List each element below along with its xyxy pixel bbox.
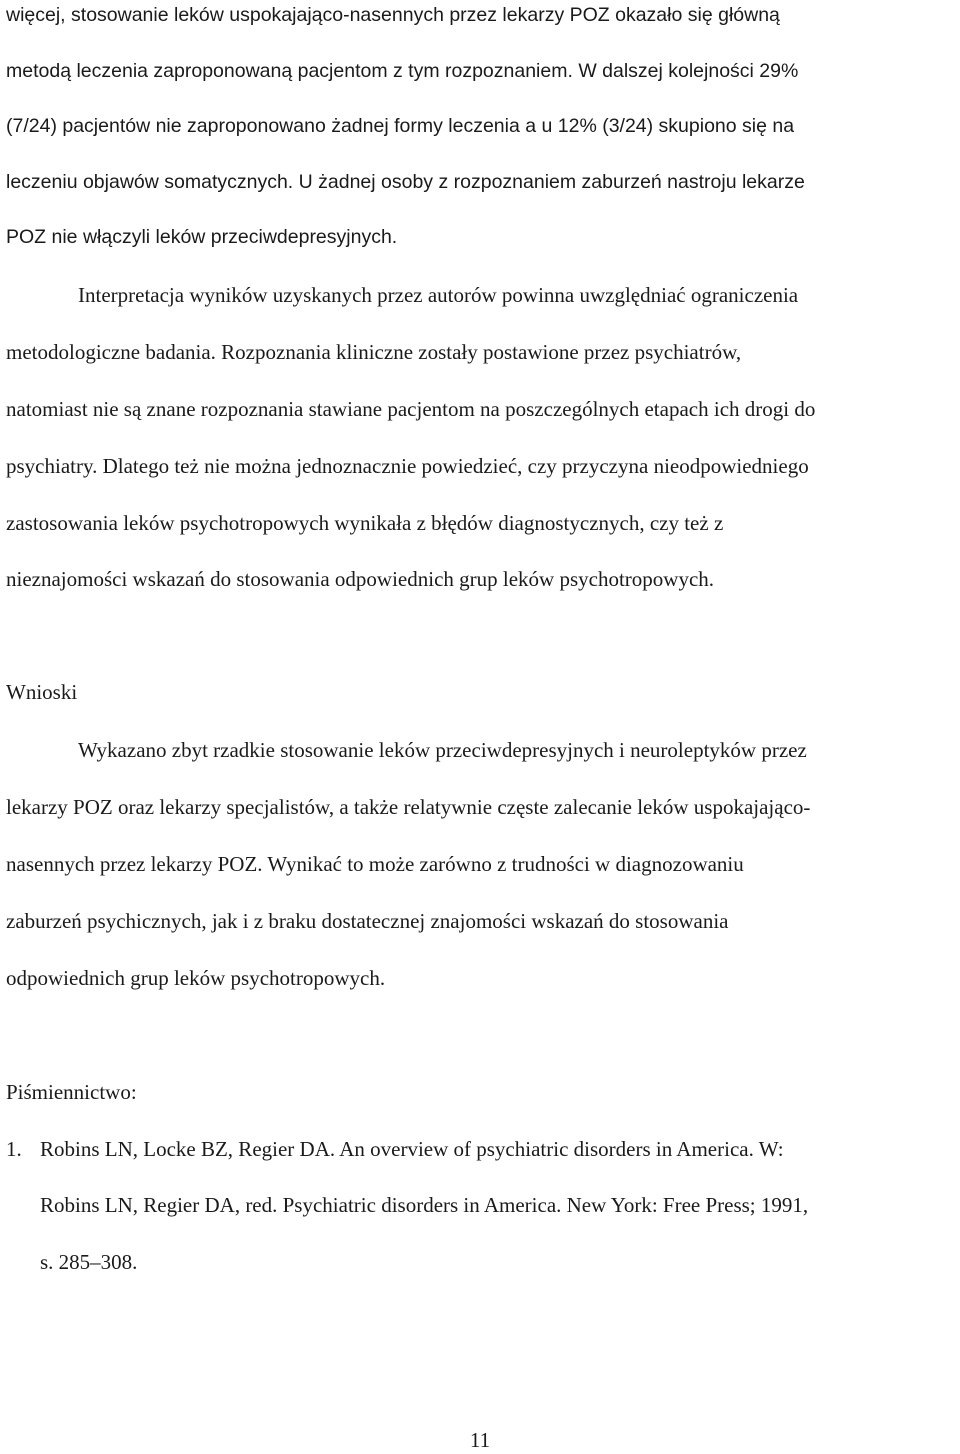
text-line: natomiast nie są znane rozpoznania stawiane pacjentom na poszczególnych etapach ich drogi do [6,397,816,421]
text-line: psychiatry. Dlatego też nie można jednoznacznie powiedzieć, czy przyczyna nieodpowiedniego [6,454,809,478]
text-line: leczeniu objawów somatycznych. U żadnej osoby z rozpoznaniem zaburzeń nastroju lekarze [6,171,805,193]
text-line: metodologiczne badania. Rozpoznania kliniczne zostały postawione przez psychiatrów, [6,340,742,364]
text-line: nasennych przez lekarzy POZ. Wynikać to może zarówno z trudności w diagnozowaniu [6,852,744,876]
text-line: Interpretacja wyników uzyskanych przez autorów powinna uwzględniać ograniczenia [78,283,799,307]
reference-text-line: Robins LN, Locke BZ, Regier DA. An overview of psychiatric disorders in America. W: [40,1137,784,1161]
text-line: (7/24) pacjentów nie zaproponowano żadnej formy leczenia a u 12% (3/24) skupiono się na [6,115,795,137]
references-heading: Piśmiennictwo: [6,1080,137,1104]
text-line: metodą leczenia zaproponowaną pacjentom z tym rozpoznaniem. W dalszej kolejności 29% [6,60,799,82]
text-line: zastosowania leków psychotropowych wynikała z błędów diagnostycznych, czy też z [6,511,724,535]
text-line: POZ nie włączyli leków przeciwdepresyjnych. [6,226,398,248]
page-number: 11 [469,1428,491,1452]
text-line: Wykazano zbyt rzadkie stosowanie leków przeciwdepresyjnych i neuroleptyków przez [78,738,807,762]
conclusions-heading: Wnioski [6,680,78,704]
reference-text-line: Robins LN, Regier DA, red. Psychiatric disorders in America. New York: Free Press; 1991, [40,1193,809,1217]
reference-number: 1. [6,1137,22,1161]
text-line: odpowiednich grup leków psychotropowych. [6,966,386,990]
text-line: nieznajomości wskazań do stosowania odpowiednich grup leków psychotropowych. [6,567,715,591]
text-line: lekarzy POZ oraz lekarzy specjalistów, a także relatywnie częste zalecanie leków uspokajająco- [6,795,811,819]
text-line: zaburzeń psychicznych, jak i z braku dostatecznej znajomości wskazań do stosowania [6,909,729,933]
reference-text-line: s. 285–308. [40,1250,138,1274]
text-line: więcej, stosowanie leków uspokajająco-nasennych przez lekarzy POZ okazało się główną [6,4,780,26]
